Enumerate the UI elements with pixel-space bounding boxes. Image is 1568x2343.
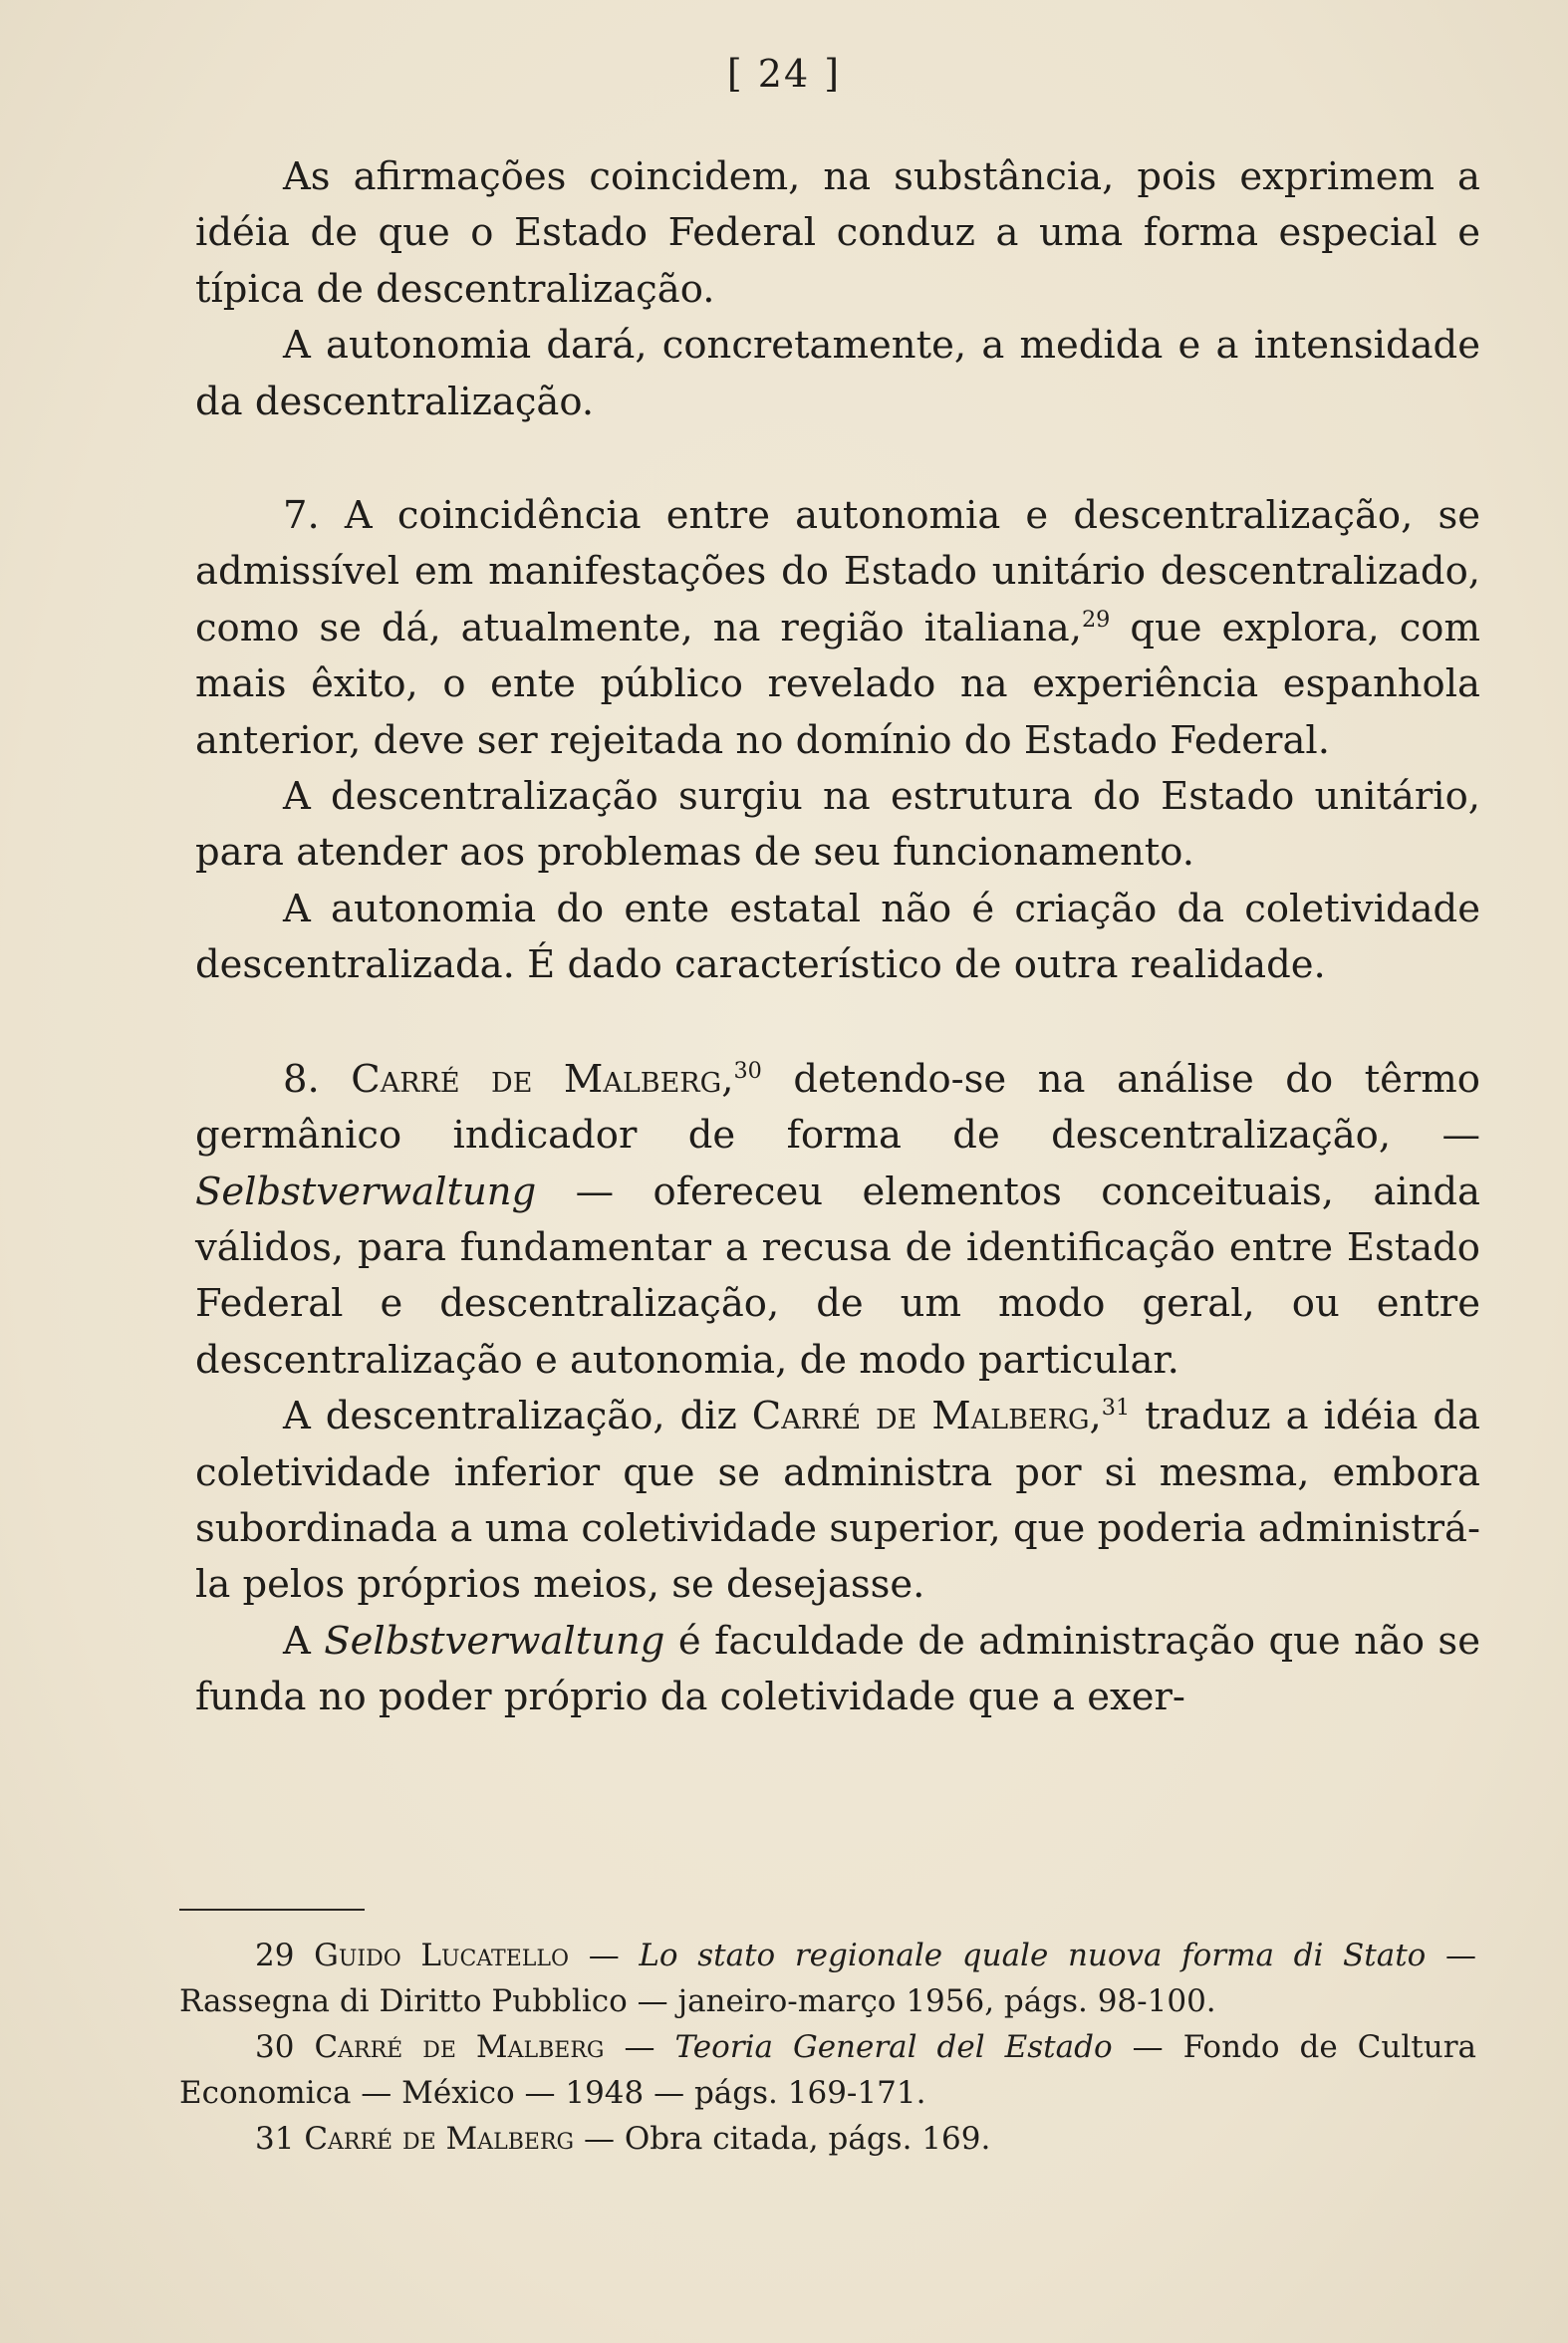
section-number: 7. xyxy=(283,493,320,539)
text: A descentralização, diz xyxy=(283,1394,737,1439)
paragraph: A autonomia dará, concretamente, a medida e a intensidade da descentralização. xyxy=(195,323,1480,424)
text: A coincidência entre autonomia e descentralização, se admissível em manifestações do Estado unitário descentralizado, como se dá, atualmente, na região italiana, xyxy=(195,493,1480,651)
footnote-divider xyxy=(179,1909,365,1911)
paragraph xyxy=(195,1389,1480,1614)
footnote-ref: 30 xyxy=(733,1057,762,1084)
author-name: Carré de Malberg, xyxy=(751,1394,1102,1439)
footnote-number: 30 xyxy=(255,2029,295,2065)
footnote-title: Teoria General del Estado xyxy=(674,2029,1113,2065)
main-text xyxy=(195,149,1480,1726)
dash: — xyxy=(583,2121,615,2157)
footnote-ref: 29 xyxy=(1081,607,1111,634)
footnote xyxy=(179,2024,1476,2116)
footnote-author: Carré de Malberg xyxy=(304,2121,575,2157)
section-8-paragraph xyxy=(195,1052,1480,1389)
section-7-paragraph xyxy=(195,488,1480,769)
footnote-rest: Obra citada, págs. 169. xyxy=(624,2121,991,2157)
paragraph xyxy=(195,1614,1480,1726)
italic-term: Selbstverwaltung xyxy=(195,1169,537,1214)
section-gap xyxy=(195,994,1480,1052)
footnote-title: Lo stato regionale quale nuova forma di Stato xyxy=(639,1938,1427,1973)
section-gap xyxy=(195,430,1480,488)
footnote-ref: 31 xyxy=(1101,1395,1131,1422)
section-number: 8. xyxy=(283,1056,320,1102)
dash: — xyxy=(588,1938,620,1973)
text: A xyxy=(283,1618,311,1664)
footnote xyxy=(179,2116,1476,2162)
author-name: Carré de Malberg, xyxy=(351,1056,734,1102)
text: detendo-se na análise do têrmo germânico indicador de forma de descentralização, — xyxy=(195,1056,1480,1159)
footnote xyxy=(179,1933,1476,2024)
page-number: [ 24 ] xyxy=(726,52,842,96)
footnote-author: Carré de Malberg xyxy=(314,2029,605,2065)
italic-term: Selbstverwaltung xyxy=(324,1618,665,1664)
footnote-rest: — Rassegna di Diritto Pubblico — janeiro-março 1956, págs. 98-100. xyxy=(179,1938,1476,2019)
footnotes xyxy=(179,1933,1476,2162)
footnote-rest: — Fondo de Cultura Economica — México — 1948 — págs. 169-171. xyxy=(179,2029,1477,2111)
text: que explora, com mais êxito, o ente público revelado na experiência espanhola anterior, deve ser rejeitada no domínio do Estado Federal. xyxy=(195,605,1480,763)
footnote-number: 31 xyxy=(255,2121,295,2157)
paragraph: As afirmações coincidem, na substância, pois exprimem a idéia de que o Estado Federal conduz a uma forma especial e típica de descentralização. xyxy=(195,154,1480,312)
text: traduz a idéia da coletividade inferior que se administra por si mesma, embora subordinada a uma coletividade superior, que poderia administrá-la pelos próprios meios, se desejasse. xyxy=(195,1394,1480,1608)
paragraph: A descentralização surgiu na estrutura do Estado unitário, para atender aos problemas de seu funcionamento. xyxy=(195,774,1480,876)
paragraph: A autonomia do ente estatal não é criação da coletividade descentralizada. É dado característico de outra realidade. xyxy=(195,886,1480,988)
footnote-author: Guido Lucatello xyxy=(314,1938,570,1973)
footnote-number: 29 xyxy=(255,1938,295,1973)
text: é faculdade de administração que não se funda no poder próprio da coletividade que a exer- xyxy=(195,1618,1480,1720)
text: — ofereceu elementos conceituais, ainda válidos, para fundamentar a recusa de identificação entre Estado Federal e descentralização, de um modo geral, ou entre descentralização e autonomia, de modo particular. xyxy=(195,1169,1480,1383)
dash: — xyxy=(624,2029,655,2065)
